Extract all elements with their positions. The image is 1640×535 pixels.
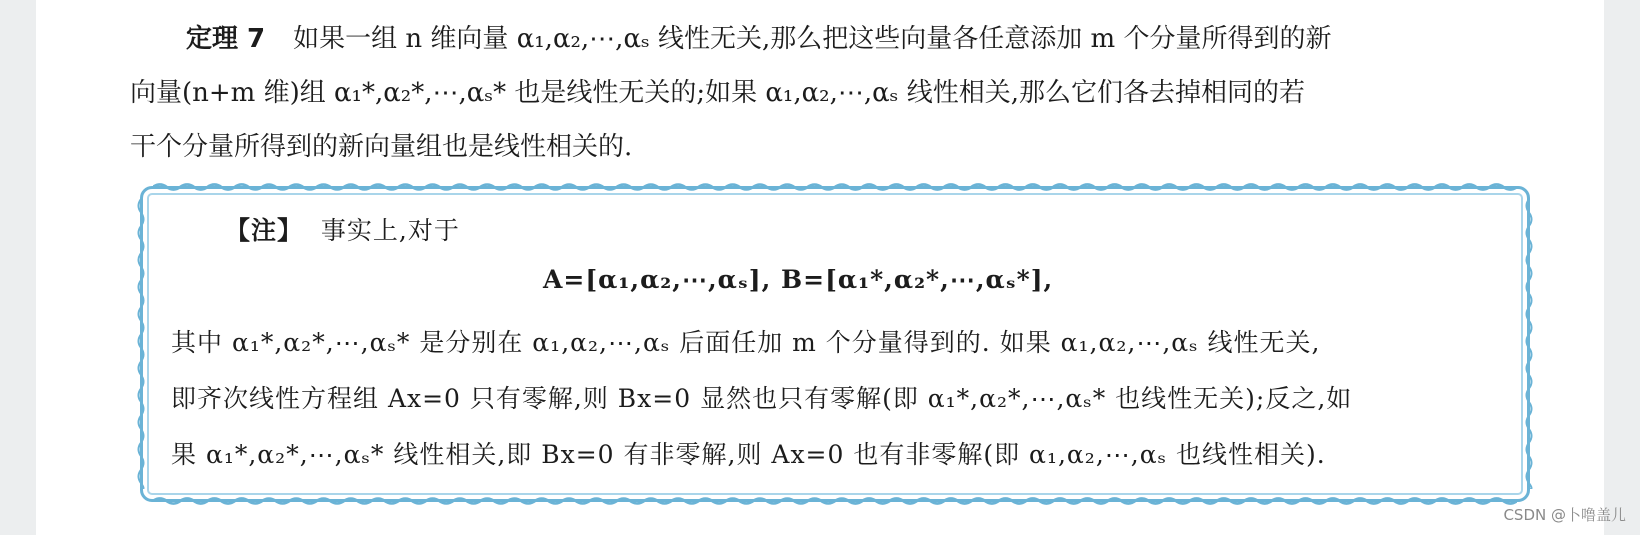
note-box	[140, 186, 1530, 502]
document-page	[36, 0, 1604, 535]
note-line-1: 其中 α₁*,α₂*,⋯,αₛ* 是分别在 α₁,α₂,⋯,αₛ 后面任加 m 个分量得到的. 如果 α₁,α₂,⋯,αₛ 线性无关,	[171, 328, 1321, 357]
theorem-label: 定理 7	[186, 24, 266, 54]
watermark-text: CSDN @卜噜盖儿	[1503, 506, 1626, 524]
theorem-line-2: 向量(n+m 维)组 α₁*,α₂*,⋯,αₛ* 也是线性无关的;如果 α₁,α₂,⋯,αₛ 线性相关,那么它们各去掉相同的若	[130, 78, 1305, 108]
note-formula: A=[α₁,α₂,⋯,αₛ], B=[α₁*,α₂*,⋯,αₛ*],	[543, 265, 1054, 294]
theorem-text-1: 如果一组 n 维向量 α₁,α₂,⋯,αₛ 线性无关,那么把这些向量各任意添加 m 个分量所得到的新	[293, 24, 1332, 54]
border-wave-left	[136, 199, 146, 489]
theorem-line-1	[130, 12, 1570, 66]
theorem-block	[130, 12, 1570, 174]
note-line-3: 果 α₁*,α₂*,⋯,αₛ* 线性相关,即 Bx=0 有非零解,则 Ax=0 也有非零解(即 α₁,α₂,⋯,αₛ 也线性相关).	[171, 440, 1326, 469]
note-label: 【注】	[225, 216, 304, 245]
note-intro: 事实上,对于	[320, 216, 460, 245]
border-wave-bottom	[153, 496, 1517, 506]
border-wave-top	[153, 182, 1517, 192]
note-intro-line	[225, 211, 460, 247]
note-line-2: 即齐次线性方程组 Ax=0 只有零解,则 Bx=0 显然也只有零解(即 α₁*,α₂*,⋯,αₛ* 也线性无关);反之,如	[171, 384, 1353, 413]
border-wave-right	[1524, 199, 1534, 489]
theorem-line-3: 干个分量所得到的新向量组也是线性相关的.	[130, 132, 633, 162]
